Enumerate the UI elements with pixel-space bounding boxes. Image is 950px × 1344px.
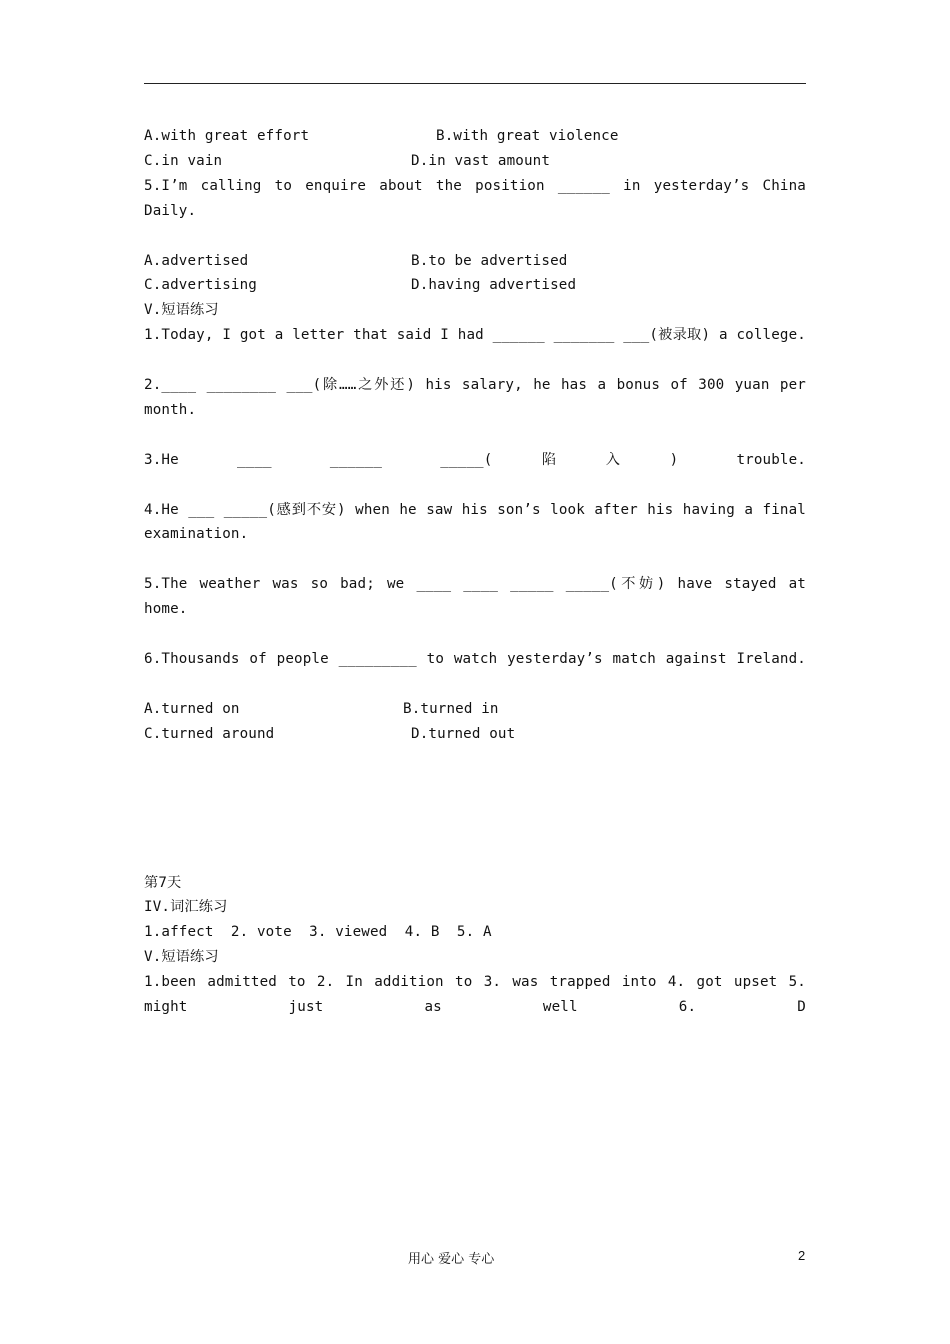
phrase-item-5: 5.The weather was so bad; we ____ ____ _____ _____(不妨) have stayed at home. (144, 576, 815, 618)
q5-option-a: A.advertised (144, 252, 249, 269)
spacer (144, 747, 806, 871)
answers-iv-heading: IV.词汇练习 (144, 899, 228, 916)
answers-v-list: 1.been admitted to 2. In addition to 3. was trapped into 4. got upset 5. might just as well 6. D (144, 974, 815, 1016)
q4-option-d: D.in vast amount (411, 152, 551, 169)
section-v-heading: V.短语练习 (144, 302, 219, 319)
phrase-item-4: 4.He ___ _____(感到不安) when he saw his son’s look after his having a final examination. (144, 501, 815, 543)
phrase-item-2: 2.____ ________ ___(除……之外还) his salary, he has a bonus of 300 yuan per month. (144, 376, 815, 418)
phrase-item-6: 6.Thousands of people _________ to watch yesterday’s match against Ireland. (144, 650, 806, 667)
page-content (144, 124, 815, 1045)
q6-options-row-2 (144, 722, 806, 747)
q6-option-d: D.turned out (411, 725, 516, 742)
q4-option-b: B.with great violence (436, 128, 619, 144)
q5-stem: 5.I’m calling to enquire about the position ______ in yesterday’s China Daily. (144, 177, 815, 219)
header-rule (144, 83, 806, 84)
page-number: 2 (798, 1248, 806, 1263)
q6-option-a: A.turned on (144, 700, 240, 717)
q4-options-row-1 (144, 124, 806, 149)
phrase-item-3: 3.He ____ ______ _____(陷入) trouble. (144, 451, 806, 468)
phrase-item-1: 1.Today, I got a letter that said I had ______ _______ ___(被录取) a college. (144, 327, 806, 344)
footer-motto: 用心 爱心 专心 (408, 1252, 495, 1267)
answers-iv-list: 1.affect 2. vote 3. viewed 4. B 5. A (144, 924, 492, 941)
q6-option-c: C.turned around (144, 725, 275, 742)
q5-options-row-1 (144, 249, 806, 274)
q5-option-b: B.to be advertised (411, 252, 568, 269)
q5-option-c: C.advertising (144, 277, 257, 294)
answers-day-heading: 第7天 (144, 874, 182, 891)
q4-options-row-2 (144, 149, 806, 174)
q4-option-a: A.with great effort (144, 128, 310, 144)
page-footer (0, 1248, 950, 1268)
q5-options-row-2 (144, 273, 806, 298)
q4-option-c: C.in vain (144, 152, 223, 169)
q6-options-row-1 (144, 697, 806, 722)
answers-v-heading: V.短语练习 (144, 949, 219, 966)
q5-option-d: D.having advertised (411, 277, 577, 294)
q6-option-b: B.turned in (403, 700, 499, 717)
